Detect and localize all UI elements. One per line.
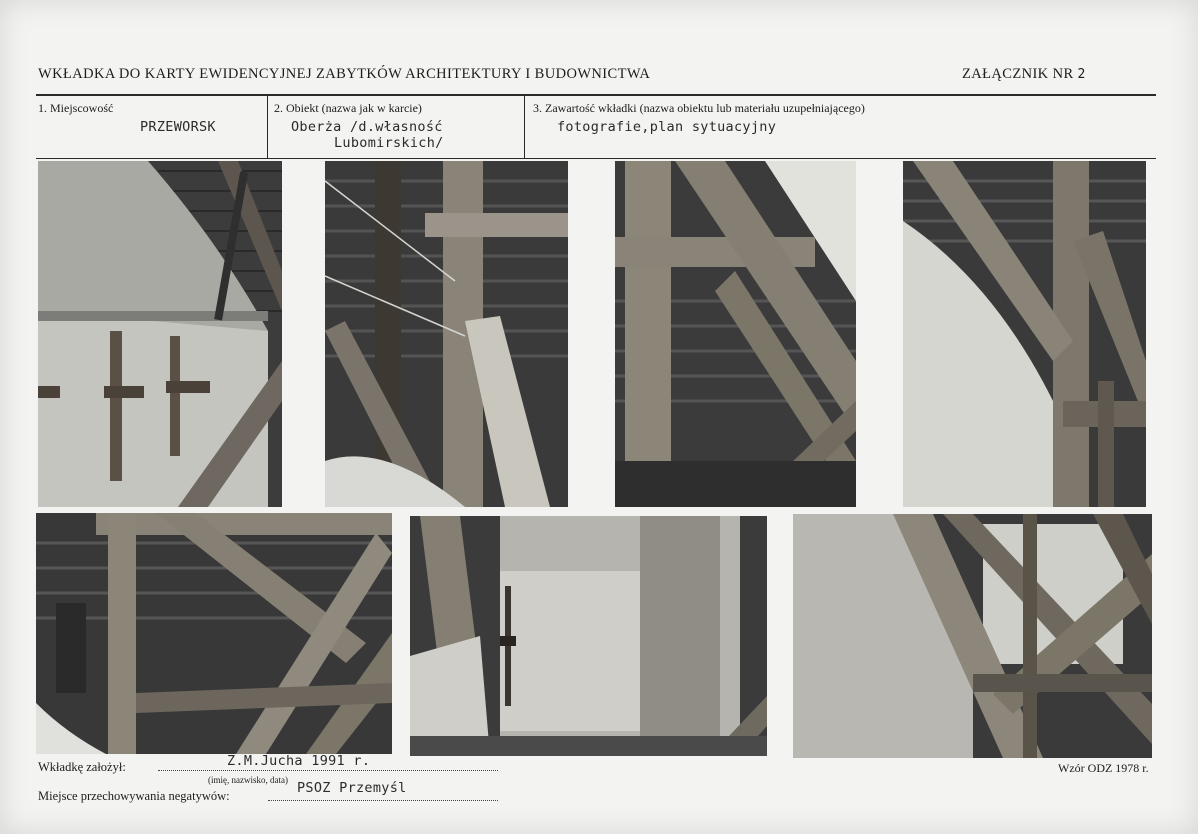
photo-roof-truss <box>615 161 856 507</box>
form-heading: WKŁADKA DO KARTY EWIDENCYJNEJ ZABYTKÓW ARCHITEKTURY I BUDOWNICTWA <box>38 66 651 82</box>
photo-chimney-door <box>410 516 767 756</box>
photo-roof-post <box>325 161 568 507</box>
annex-label: ZAŁĄCZNIK NR 2 <box>962 66 1086 82</box>
field-object-value-line1: Oberża /d.własność <box>291 119 443 135</box>
fields-rule <box>36 158 1156 159</box>
field-divider <box>267 96 268 158</box>
header-rule <box>36 94 1156 96</box>
field-object-value-line2: Lubomirskich/ <box>334 135 444 151</box>
footer-storage-label: Miejsce przechowywania negatywów: <box>38 789 230 803</box>
photo-truss-bottom-left <box>36 513 392 754</box>
footer-created-value: Z.M.Jucha 1991 r. <box>227 753 371 769</box>
footer-created-line <box>158 770 498 771</box>
field-locality-value: PRZEWORSK <box>140 119 216 135</box>
photo-chimney-truss-right <box>793 514 1152 758</box>
field-contents-value: fotografie,plan sytuacyjny <box>557 119 777 135</box>
field-object-label: 2. Obiekt (nazwa jak w karcie) <box>274 101 422 115</box>
footer-storage-line <box>268 800 498 801</box>
field-locality-label: 1. Miejscowość <box>38 101 114 115</box>
footer-form-version: Wzór ODZ 1978 r. <box>1058 761 1149 775</box>
footer-storage-value: PSOZ Przemyśl <box>297 780 407 796</box>
footer-created-label: Wkładkę założył: <box>38 760 126 774</box>
field-divider <box>524 96 525 158</box>
photo-chimney-left <box>38 161 282 507</box>
photo-chimney-right <box>903 161 1146 507</box>
field-contents-label: 3. Zawartość wkładki (nazwa obiektu lub materiału uzupełniającego) <box>533 101 865 115</box>
footer-created-hint: (imię, nazwisko, data) <box>208 775 288 785</box>
